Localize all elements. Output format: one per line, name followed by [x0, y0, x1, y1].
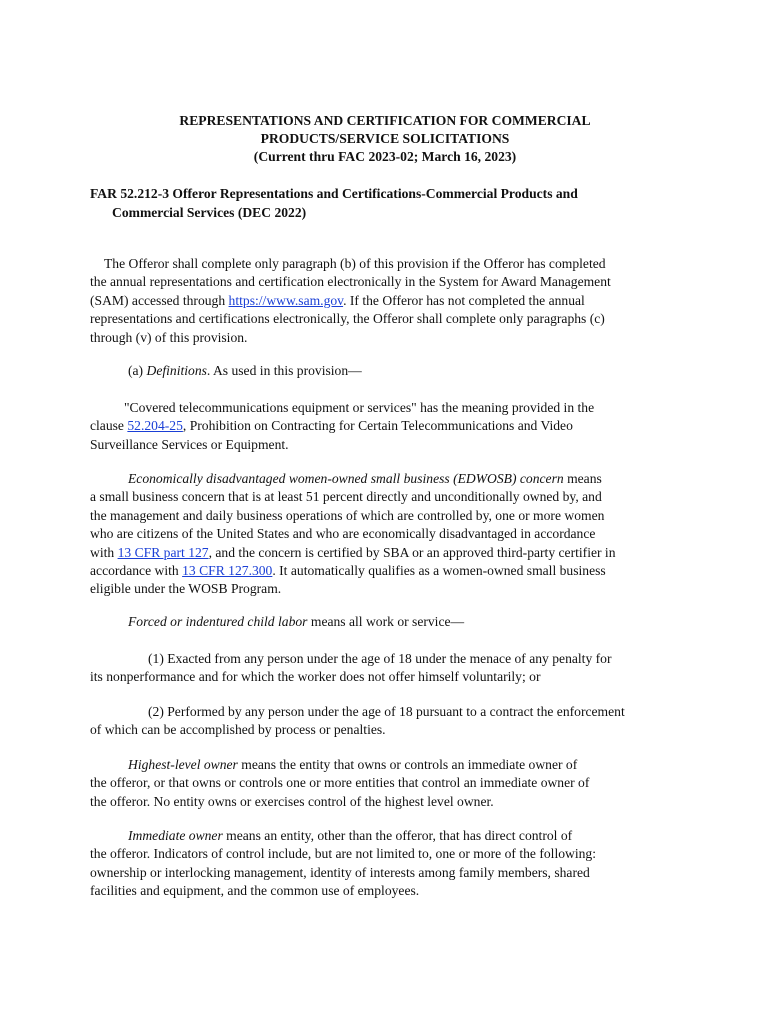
intro-line: through (v) of this provision.	[90, 329, 248, 345]
immediate-owner-term: Immediate owner	[128, 828, 223, 843]
13-cfr-part-127-link[interactable]: 13 CFR part 127	[117, 544, 209, 560]
intro-line: (SAM) accessed through https://www.sam.gov. If the Offeror has not completed the annual	[90, 292, 585, 308]
document-title	[0, 112, 770, 166]
forced-labor-item-2: (2) Performed by any person under the age of 18 pursuant to a contract the enforcement of which can be accomplished by process or penalties.	[90, 704, 625, 738]
sam-gov-link[interactable]: https://www.sam.gov	[228, 292, 344, 308]
clause-52-204-25-link[interactable]: 52.204-25	[127, 418, 183, 434]
highest-level-owner-paragraph: Highest-level owner means the entity that owns or controls an immediate owner of the offeror, or that owns or controls one or more entities that control an immediate owner of the offeror. No entity owns or exercises control of the highest level owner.	[90, 757, 590, 809]
intro-line: The Offeror shall complete only paragraph (b) of this provision if the Offeror has completed	[104, 256, 606, 271]
forced-labor-term: Forced or indentured child labor	[128, 614, 308, 629]
immediate-owner-paragraph: Immediate owner means an entity, other than the offeror, that has direct control of the offeror. Indicators of control include, but are not limited to, one or more of the following: ownership or interlocking management, identity of interests among family members, shared facilities and equipment, and the common use of employees.	[90, 828, 596, 899]
definitions-term: Definitions	[146, 363, 207, 378]
title-line-1: REPRESENTATIONS AND CERTIFICATION FOR COMMERCIAL	[179, 113, 591, 128]
title-line-3: (Current thru FAC 2023-02; March 16, 2023)	[253, 149, 517, 164]
definitions-paragraph: (a) Definitions. As used in this provision—	[128, 363, 362, 378]
covered-telecom-paragraph: "Covered telecommunications equipment or services" has the meaning provided in the clause 52.204-25, Prohibition on Contracting for Certain Telecommunications and Video Surveillance Services or Equipment.	[90, 400, 595, 452]
far-clause-heading	[90, 184, 690, 222]
edwosb-term: Economically disadvantaged women-owned small business (EDWOSB) concern	[128, 471, 564, 486]
forced-labor-item-1: (1) Exacted from any person under the age of 18 under the menace of any penalty for its nonperformance and for which the worker does not offer himself voluntarily; or	[90, 651, 612, 685]
intro-line: representations and certifications electronically, the Offeror shall complete only paragraphs (c)	[90, 311, 605, 327]
13-cfr-127-300-link[interactable]: 13 CFR 127.300	[182, 563, 273, 579]
intro-line: the annual representations and certification electronically in the System for Award Management	[90, 274, 611, 290]
forced-labor-paragraph: Forced or indentured child labor means all work or service—	[128, 614, 465, 629]
intro-paragraph	[90, 255, 611, 347]
heading-line-1: FAR 52.212-3 Offeror Representations and Certifications-Commercial Products and	[90, 186, 578, 201]
heading-line-2: Commercial Services (DEC 2022)	[112, 205, 307, 220]
highest-level-owner-term: Highest-level owner	[128, 757, 238, 772]
title-line-2: PRODUCTS/SERVICE SOLICITATIONS	[260, 131, 510, 146]
edwosb-paragraph: Economically disadvantaged women-owned small business (EDWOSB) concern means a small business concern that is at least 51 percent directly and unconditionally owned by, and the management and daily business operations of which are controlled by, one or more women who are citizens of the United States and who are economically disadvantaged in accordance with 13 CFR part 127, and the concern is certified by SBA or an approved third-party certifier in accordance with 13 CFR 127.300. It automatically qualifies as a women-owned small business eligible under the WOSB Program.	[90, 471, 616, 597]
